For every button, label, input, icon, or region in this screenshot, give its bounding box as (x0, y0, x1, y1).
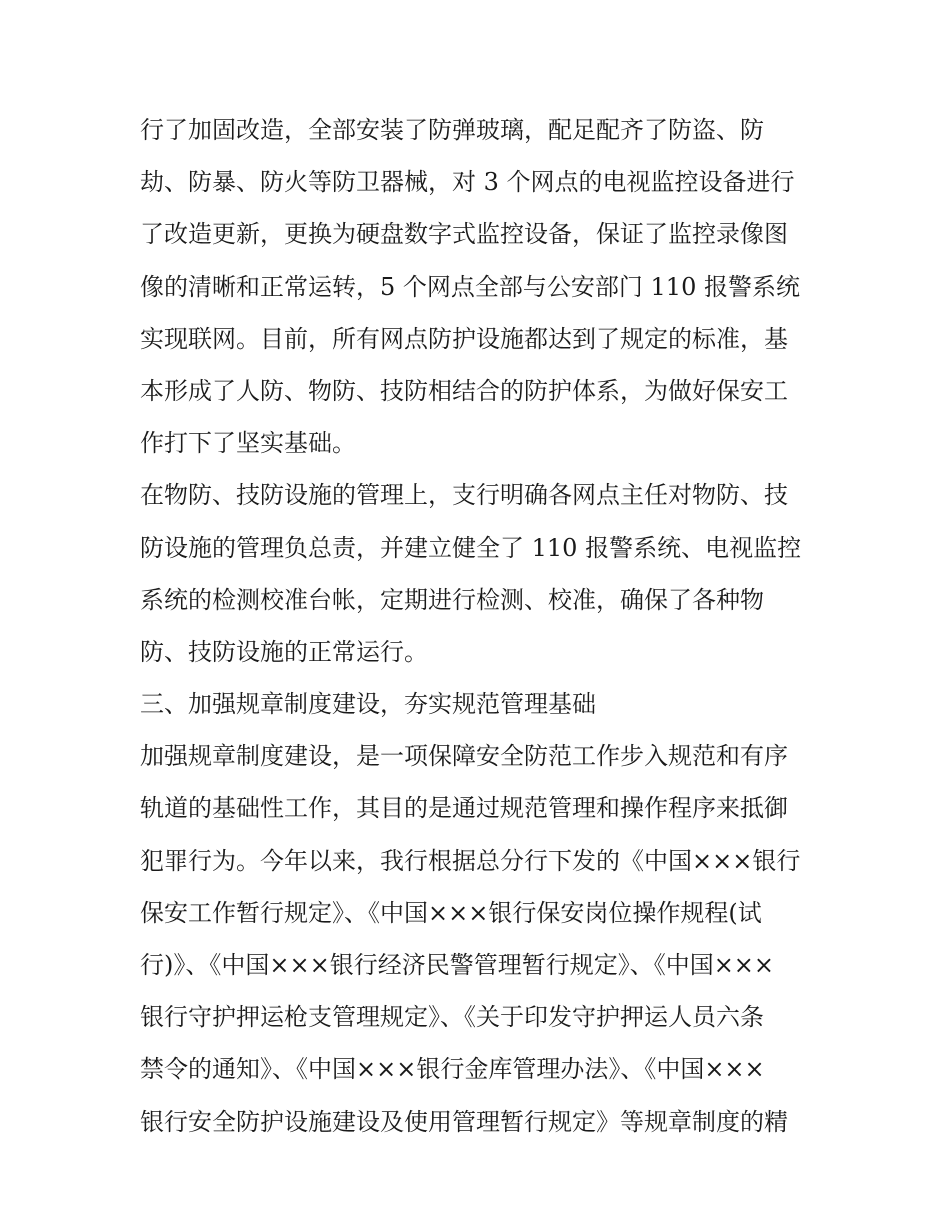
text-line: 行)》、《中国×××银行经济民警管理暂行规定》、《中国××× (140, 951, 775, 979)
text-line: 行了加固改造，全部安装了防弹玻璃，配足配齐了防盗、防 (140, 116, 764, 144)
text-line: 系统的检测校准台帐，定期进行检测、校准，确保了各种物 (140, 585, 764, 614)
text-line: 禁令的通知》、《中国×××银行金库管理办法》、《中国××× (140, 1055, 765, 1084)
text-line: 银行安全防护设施建设及使用管理暂行规定》等规章制度的精 (140, 1107, 788, 1136)
text-line: 像的清晰和正常运转，5 个网点全部与公安部门 110 报警系统 (140, 272, 800, 301)
document-body (140, 104, 820, 1148)
text-line: 防、技防设施的正常运行。 (140, 637, 428, 666)
text-line: 本形成了人防、物防、技防相结合的防护体系，为做好保安工 (140, 376, 788, 405)
section-heading: 三、加强规章制度建设，夯实规范管理基础 (140, 690, 596, 719)
text-line: 在物防、技防设施的管理上，支行明确各网点主任对物防、技 (140, 481, 788, 510)
text-line: 犯罪行为。今年以来，我行根据总分行下发的《中国×××银行 (140, 846, 801, 875)
text-line: 银行守护押运枪支管理规定》、《关于印发守护押运人员六条 (140, 1003, 764, 1032)
text-line: 劫、防暴、防火等防卫器械，对 3 个网点的电视监控设备进行 (140, 168, 795, 197)
text-line: 作打下了坚实基础。 (140, 429, 356, 458)
text-line: 实现联网。目前，所有网点防护设施都达到了规定的标准，基 (140, 324, 788, 353)
text-line: 保安工作暂行规定》、《中国×××银行保安岗位操作规程(试 (140, 898, 762, 927)
text-line: 防设施的管理负总责，并建立健全了 110 报警系统、电视监控 (140, 533, 802, 562)
text-line: 了改造更新，更换为硬盘数字式监控设备，保证了监控录像图 (140, 220, 788, 249)
text-line: 加强规章制度建设，是一项保障安全防范工作步入规范和有序 (140, 742, 788, 771)
text-line: 轨道的基础性工作，其目的是通过规范管理和操作程序来抵御 (140, 794, 788, 823)
